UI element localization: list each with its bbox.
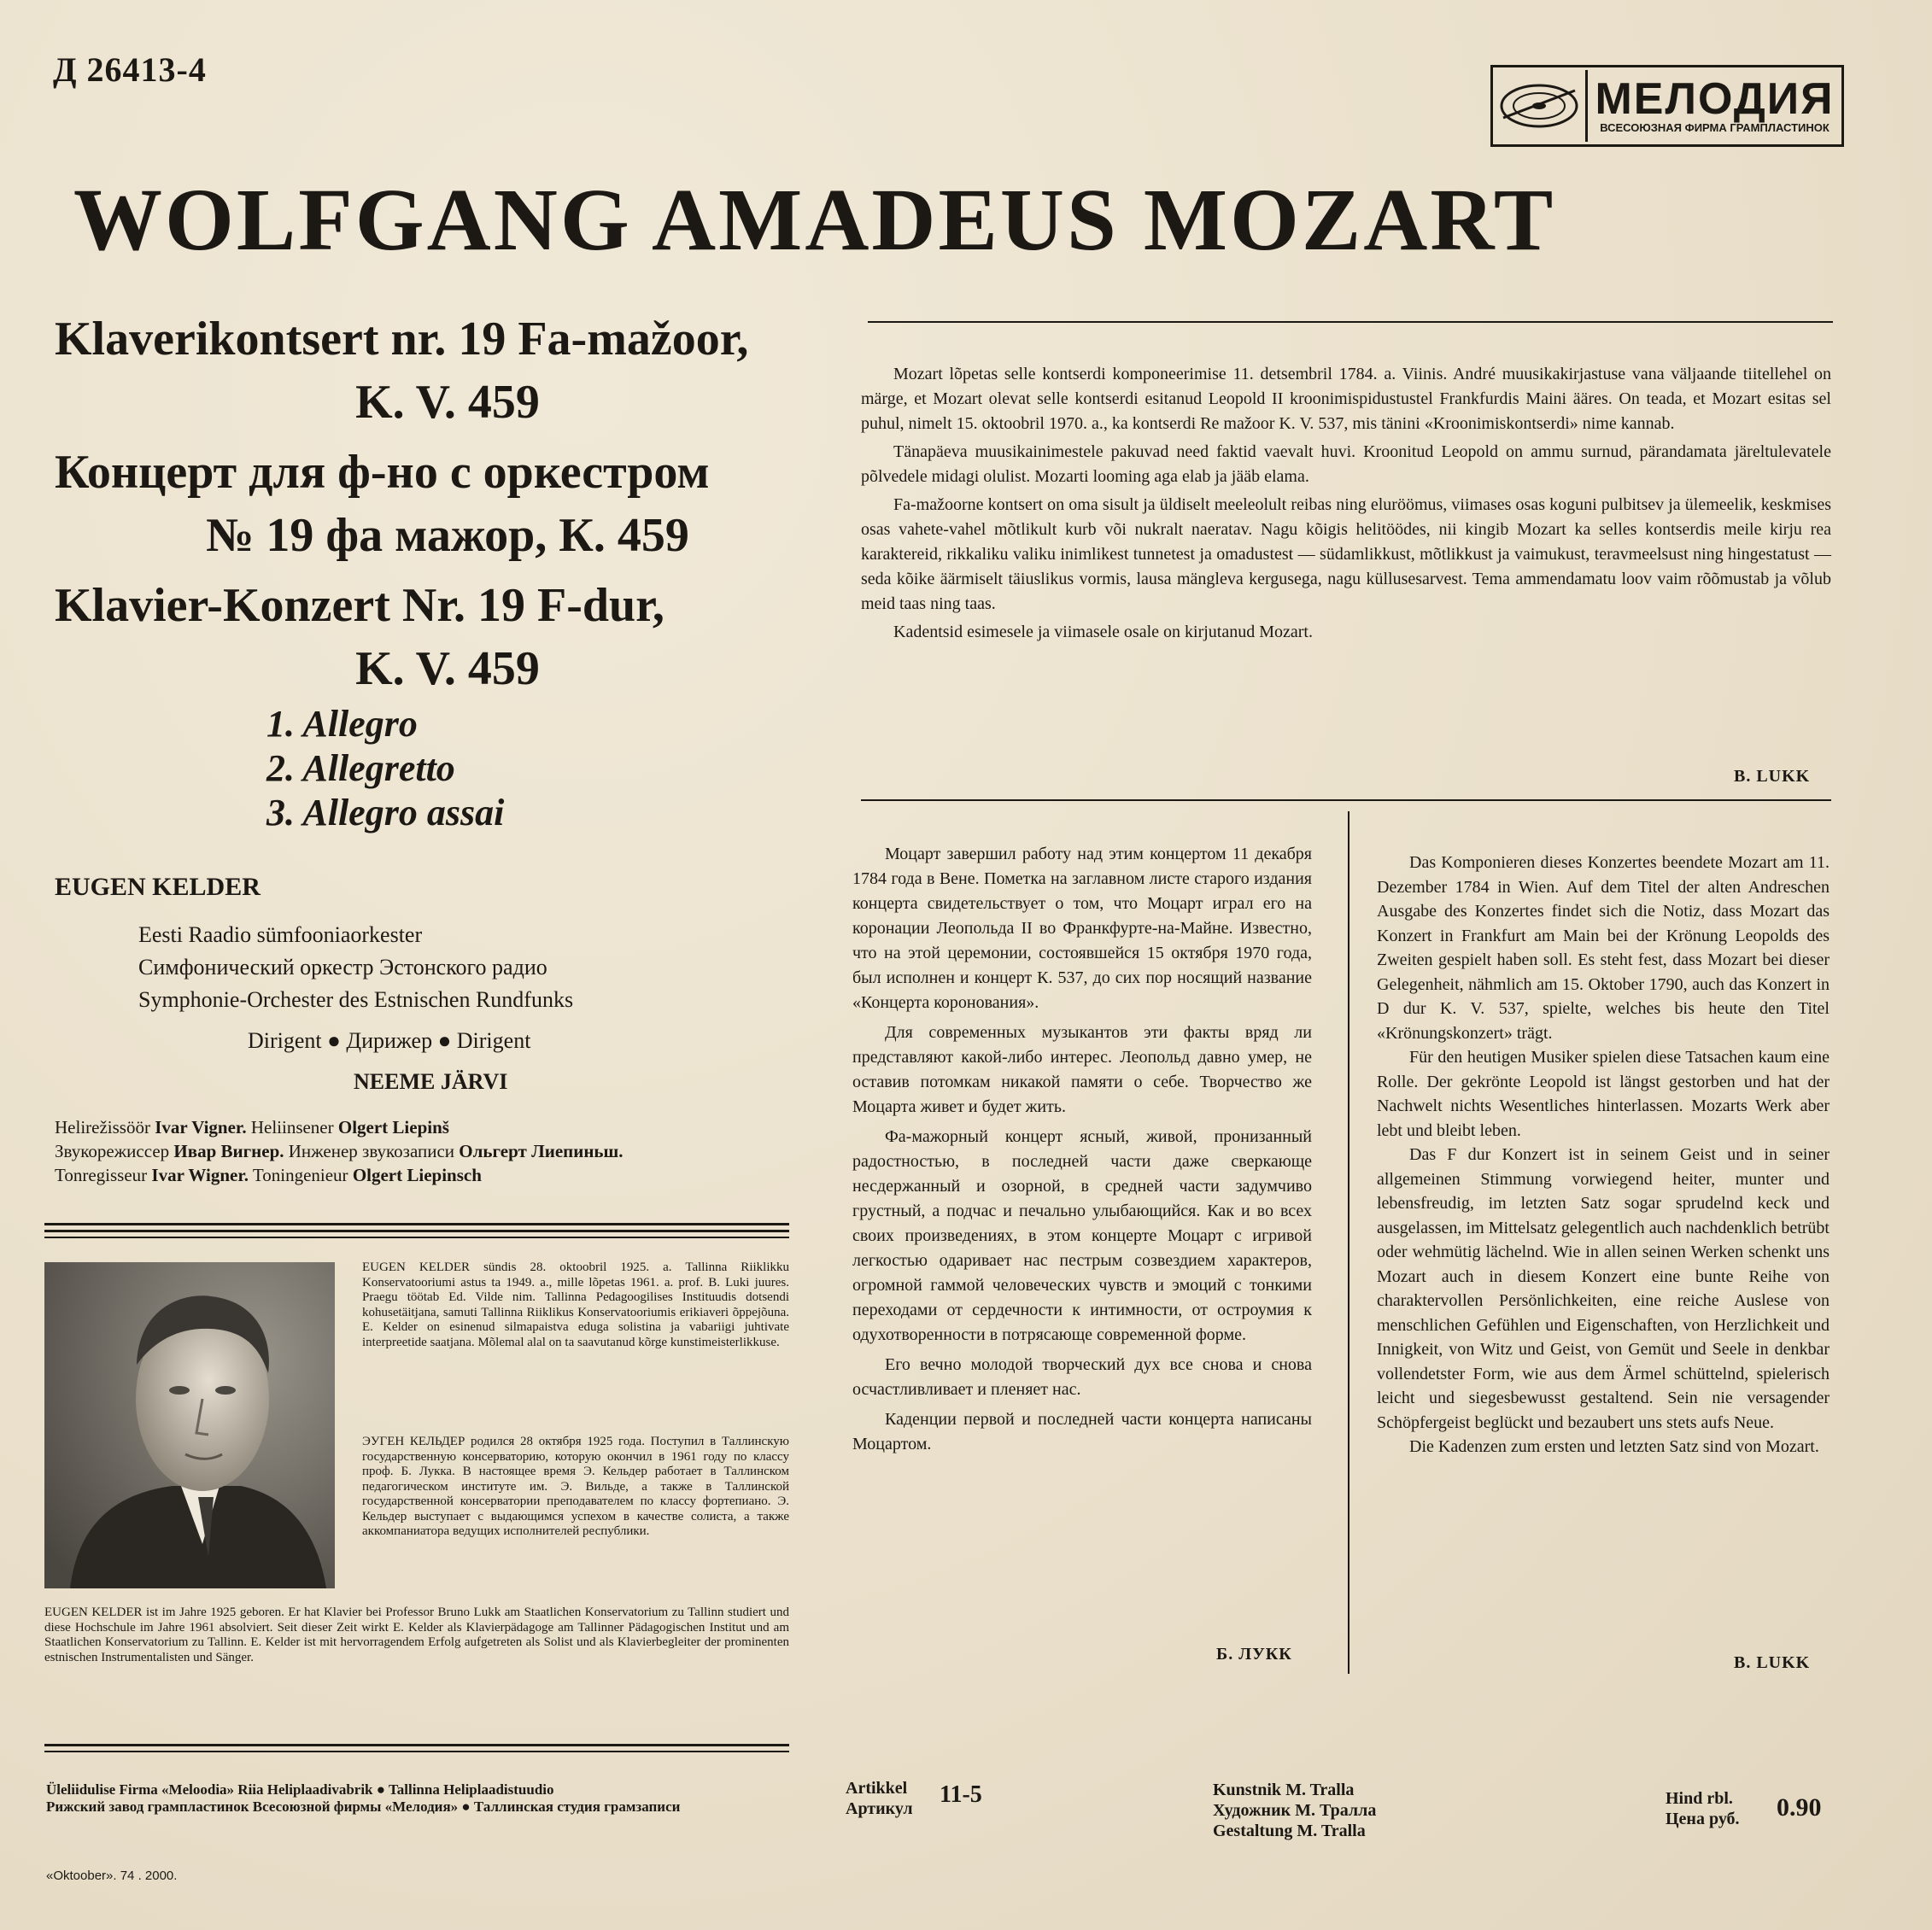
melodiya-logo — [1490, 65, 1844, 147]
credit-role: Инженер звукозаписи — [284, 1141, 460, 1161]
orchestra-line: Eesti Raadio sümfooniaorkester — [138, 922, 423, 947]
label-name: МЕЛОДИЯ — [1595, 74, 1835, 124]
recording-credits — [55, 1115, 624, 1187]
movements-list — [266, 702, 504, 835]
artist-line — [1213, 1780, 1376, 1800]
essay-paragraph: Die Kadenzen zum ersten und letzten Satz sind von Mozart. — [1409, 1437, 1819, 1456]
credit-role: Звукорежиссер — [55, 1141, 174, 1161]
article-value: 11-5 — [940, 1781, 982, 1808]
artist-role: Kunstnik — [1213, 1781, 1286, 1799]
essay-paragraph: Моцарт завершил работу над этим концертом 11 декабря 1784 года в Вене. Пометка на заглавном листе старого издания концерта свидетельствует о том, что Моцарт играл его на коронации Леопольда II во Франкфурте-на-Майне. Известно, что на этой церемонии, состоявшейся 15 октября 1970 года, был исполнен и концерт К. 537, до сих пор носящий название «Концерта коронования». — [852, 845, 1312, 1012]
credit-line — [55, 1115, 624, 1139]
title-line: Klaverikontsert nr. 19 Fa-mažoor, — [55, 313, 749, 366]
essay-paragraph: Für den heutigen Musiker spielen diese Tatsachen kaum eine Rolle. Der gekrönte Leopold ist längst gestorben und hat der Nachwelt nichts Wesentliches hinterlassen. Mozarts Werk aber lebt und bleibt leben. — [1377, 1048, 1830, 1140]
artist-line — [1213, 1821, 1376, 1841]
title-german — [55, 574, 806, 700]
price-label: Цена руб. — [1666, 1810, 1740, 1828]
credit-person: Ivar Vigner. — [155, 1117, 247, 1138]
title-russian — [55, 441, 806, 567]
conductor-name: NEEME JÄRVI — [354, 1069, 508, 1094]
essay-paragraph: Das F dur Konzert ist in seinem Geist und in seiner allgemeinen Stimmung vorwiegend heiter, munter und lebensfreudig, im letzten Satz sogar sprudelnd keck und ausgelassen, im Mittelsatz gelegentlich auch nachdenklich betrübt oder wehmütig lächelnd. Wie in allen seinen Werken schenkt uns Mozart auch in diesem Konzert eine bunte Reihe von charaktervollen Persönlichkeiten, eine reiche Auslese von menschlichen Gefühlen und Eigenschaften, von Herzlichkeit und Innigkeit, von Witz und Geist, von Gemüt und Seele in denkbar vollendetster Form, wie aus dem Ärmel schüttelnd, spielerisch leicht und siegesbewusst gestaltend. Sein nie versagender Schöpfergeist beglückt und bezaubert uns stets aufs Neue. — [1377, 1145, 1830, 1432]
bio-estonian: EUGEN KELDER sündis 28. oktoobril 1925. a. Tallinna Riiklikku Konservatooriumi astus ta 1949. a., mille lõpetas 1961. a. prof. B. Luki juures. Praegu töötab Ed. Vilde nim. Tallinna Pedagoogilises Instituudis dotsendi kohusetäitjana, samuti Tallinna Riiklikus Konservatooriumis erikiaveri õppejõuna. E. Kelder on esinenud silmapaistva eduga solistina ja vabariigi juhtivate interpreetide saatjana. Mõlemal alal on ta saavutanud kõrge kunstimeisterlikkuse. — [362, 1260, 789, 1349]
credit-role: Heliinsener — [246, 1117, 338, 1138]
credit-role: Tonregisseur — [55, 1165, 152, 1185]
publisher-line: Рижский завод грампластинок Всесоюзной фирмы «Мелодия» ● Таллинская студия грамзаписи — [46, 1798, 681, 1815]
divider — [868, 321, 1833, 323]
essay-paragraph: Его вечно молодой творческий дух все снова и снова осчастливливает и пленяет нас. — [852, 1355, 1312, 1399]
credit-person: Olgert Liepinsch — [352, 1165, 482, 1185]
publisher-line: Üleliidulise Firma «Meloodia» Riia Heliplaadivabrik ● Tallinna Heliplaadistuudio — [46, 1781, 554, 1798]
essay-paragraph: Fa-mažoorne kontsert on oma sisult ja üldiselt meeleolult reibas ning eluröömus, viimases osas koguni pulbitsev ja ülemeelik, keskmises osas vahete-vahel mõtlikult kurb või nukralt naeratav. Nagu kõigis helitöödes, nii kingib Mozart ka selles kontserdis meile kirju rea karaktereid, rikkaliku valiku inimlikest tunnetest ja omadustest — südamlikkust, mõtlikkust ja vaimukust, teravmeelsust ning hingestatust — seda kõike äärmiselt täiuslikus vormis, lausa mängleva kergusega, nagu küllusesarvest. Tema ammendamatu loov vaim rõõmustab ja võlub meid taas ning taas. — [861, 495, 1831, 613]
soloist-photo — [44, 1262, 335, 1588]
signature-estonian: B. LUKK — [1734, 767, 1811, 786]
essay-paragraph: Фа-мажорный концерт ясный, живой, пронизанный радостностью, в последней части даже сверкающе несдержанный и озорной, в средней части задумчиво грустный, а подчас и печально улыбающийся. Как и во всех своих произведениях, в этом концерте Моцарт с игривой легкостью одаривает нас пестрым созвездием характеров, огромной гаммой человеческих чувств и эмоций с тонкими переходами от сердечности к интимности, от остроумия к одухотворенности в потрясающе современной форме. — [852, 1127, 1312, 1344]
article-label: Артикул — [846, 1799, 913, 1818]
orchestra-line: Симфонический оркестр Эстонского радио — [138, 955, 547, 980]
orchestra-line: Symphonie-Orchester des Estnischen Rundfunks — [138, 987, 574, 1012]
credit-line — [55, 1163, 624, 1187]
title-estonian — [55, 307, 806, 434]
signature-german: B. LUKK — [1734, 1653, 1811, 1672]
article-labels — [846, 1778, 913, 1819]
movement-item: 2. Allegretto — [266, 747, 455, 789]
divider — [861, 799, 1831, 801]
divider — [44, 1223, 789, 1225]
price-value: 0.90 — [1777, 1793, 1822, 1822]
essay-german — [1377, 851, 1830, 1459]
soloist-name: EUGEN KELDER — [55, 873, 261, 901]
title-line: № 19 фа мажор, К. 459 — [206, 509, 689, 562]
composer-name: WOLFGANG AMADEUS MOZART — [73, 171, 1556, 269]
credit-role: Helirežissöör — [55, 1117, 155, 1138]
signature-russian: Б. ЛУКК — [1216, 1645, 1292, 1664]
conductor-label: Dirigent ● Дирижер ● Dirigent — [248, 1028, 531, 1053]
essay-paragraph: Для современных музыкантов эти факты вряд ли представляют какой-либо интерес. Леопольд давно умер, не оставив потомкам никакой памяти о себе. Творчество же Моцарта живет и будет жить. — [852, 1023, 1312, 1116]
essay-russian — [852, 842, 1312, 1457]
divider — [44, 1230, 789, 1232]
divider — [44, 1744, 789, 1746]
essay-paragraph: Mozart lõpetas selle kontserdi komponeerimise 11. detsembril 1784. a. Viinis. André muusikakirjastuse vana väljaande tiitellehel on märge, et Mozart olevat selle kontserdi esitanud Leopold II kroonimispidustustel Frankfurdis Maini ääres. On teada, et Mozart esitas sel puhul, nimelt 15. oktoobril 1970. a., ka kontserdi Re mažoor K. V. 537, mis tänini «Kroonimiskontserdi» nime kannab. — [861, 365, 1831, 433]
article-label: Artikkel — [846, 1779, 908, 1798]
title-line: K. V. 459 — [355, 642, 540, 695]
divider — [44, 1237, 789, 1238]
essay-paragraph: Kadentsid esimesele ja viimasele osale on kirjutanud Mozart. — [893, 623, 1313, 641]
movement-item: 1. Allegro — [266, 703, 418, 745]
artist-name: M. Tralla — [1285, 1781, 1355, 1799]
print-info: «Oktoober». 74 . 2000. — [46, 1869, 178, 1883]
credit-person: Olgert Liepinš — [337, 1117, 449, 1138]
title-line: Концерт для ф-но с оркестром — [55, 446, 710, 499]
essay-paragraph: Das Komponieren dieses Konzertes beendete Mozart am 11. Dezember 1784 in Wien. Auf dem Titel der alten Andreschen Ausgabe des Konzertes findet sich die Notiz, dass Mozart das Konzert in Frankfurt am Main bei der Krönung Leopolds des Zweiten gespielt haben soll. Es steht fest, dass Mozart bei dieser Gelegenheit, nähmlich am 15. Oktober 1790, auch das Konzert in D dur K. V. 537, spielte, welches bis heute den Titel «Krönungskonzert» trägt. — [1377, 853, 1830, 1043]
catalog-number: Д 26413-4 — [53, 50, 207, 89]
artist-credits — [1213, 1780, 1376, 1841]
essay-estonian — [861, 362, 1831, 645]
divider — [44, 1751, 789, 1752]
bio-german: EUGEN KELDER ist im Jahre 1925 geboren. Er hat Klavier bei Professor Bruno Lukk am Staatlichen Konservatorium zu Tallinn studiert und diese Hochschule im Jahre 1961 absolviert. Seit dieser Zeit wirkt E. Kelder als Klavierpädagoge am Tallinner Pädagogischen Institut und am Staatlichen Konservatorium zu Tallinn. E. Kelder ist mit hervorragendem Erfolg aufgetreten als Solist und als Klavierbegleiter der prominenten estnischen Instrumentalisten und Sänger. — [44, 1605, 789, 1664]
essay-paragraph: Каденции первой и последней части концерта написаны Моцартом. — [852, 1410, 1312, 1453]
title-line: K. V. 459 — [355, 376, 540, 429]
artist-name: М. Тралла — [1295, 1801, 1377, 1820]
orchestra-names — [138, 919, 573, 1016]
essay-paragraph: Tänapäeva muusikainimestele pakuvad need faktid vaevalt huvi. Kroonitud Leopold on ammu surnud, pärandamata järeltulevatele põlvedele midagi olulist. Mozarti looming aga elab ja jääb elama. — [861, 442, 1831, 486]
artist-name: M. Tralla — [1297, 1822, 1366, 1840]
credit-person: Ольгерт Лиепиньш. — [459, 1141, 624, 1161]
work-titles — [55, 307, 806, 707]
bio-russian: ЭУГЕН КЕЛЬДЕР родился 28 октября 1925 года. Поступил в Таллинскую государственную консерваторию, которую окончил в 1961 году по классу проф. Б. Лукка. В настоящее время Э. Кельдер работает в Таллинском педагогическом институте им. Э. Вильде, а также в Таллинской государственной консерватории преподавателем по классу фортепиано. Э. Кельдер выступает с выдающимся успехом в качестве солиста, а также аккомпаниатора ведущих исполнителей республики. — [362, 1435, 789, 1538]
artist-line — [1213, 1800, 1376, 1821]
column-divider — [1348, 811, 1349, 1674]
credit-person: Ivar Wigner. — [151, 1165, 249, 1185]
artist-role: Художник — [1213, 1801, 1296, 1820]
artist-role: Gestaltung — [1213, 1822, 1297, 1840]
credit-person: Ивар Вигнер. — [173, 1141, 284, 1161]
movement-item: 3. Allegro assai — [266, 792, 505, 833]
credit-role: Toningenieur — [249, 1165, 353, 1185]
label-subtitle: ВСЕСОЮЗНАЯ ФИРМА ГРАМПЛАСТИНОК — [1600, 121, 1830, 134]
title-line: Klavier-Konzert Nr. 19 F-dur, — [55, 579, 664, 632]
publisher-info — [46, 1781, 764, 1816]
credit-line — [55, 1139, 624, 1163]
price-label: Hind rbl. — [1666, 1789, 1733, 1808]
price-labels — [1666, 1788, 1740, 1829]
record-disc-icon — [1493, 70, 1588, 142]
